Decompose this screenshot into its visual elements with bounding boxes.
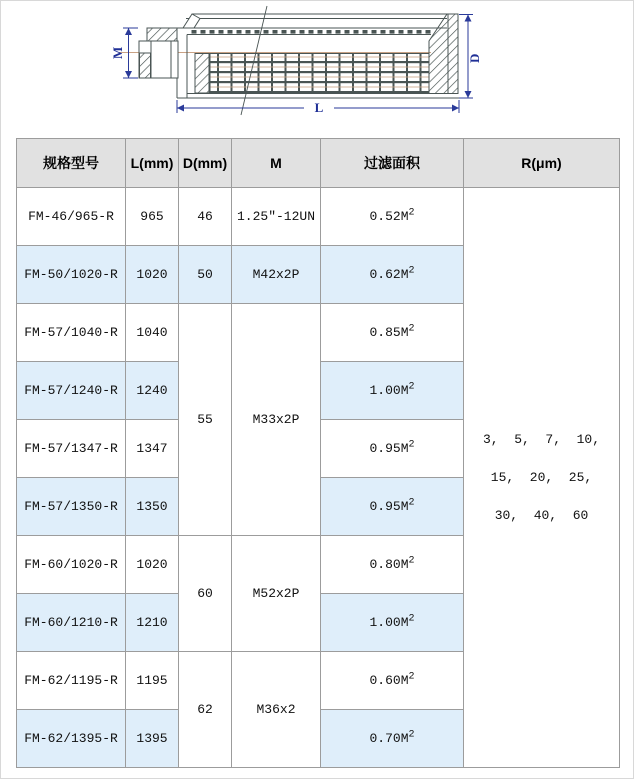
micron-line: 30, 40, 60 [494,507,589,523]
diameter-cell: 55 [179,304,232,536]
model-cell: FM-62/1195-R [17,652,126,710]
diameter-cell: 60 [179,536,232,652]
length-cell: 1020 [126,536,179,594]
length-cell: 1240 [126,362,179,420]
area-superscript: 2 [408,497,415,509]
length-cell: 1210 [126,594,179,652]
area-cell [321,420,464,478]
model-cell: FM-57/1350-R [17,478,126,536]
area-value: 1.00M [369,615,409,630]
model-cell: FM-62/1395-R [17,710,126,768]
area-value: 0.95M [369,499,409,514]
model-cell: FM-60/1020-R [17,536,126,594]
micron-line: 15, 20, 25, [490,469,593,485]
area-cell [321,710,464,768]
header-diameter: D(mm) [179,139,232,188]
area-superscript: 2 [408,729,415,741]
length-cell: 1020 [126,246,179,304]
table-row [17,188,620,246]
model-cell: FM-57/1040-R [17,304,126,362]
area-cell [321,594,464,652]
model-cell: FM-57/1347-R [17,420,126,478]
area-superscript: 2 [408,555,415,567]
area-cell [321,188,464,246]
spec-table [16,138,620,768]
length-cell: 1195 [126,652,179,710]
length-cell: 1395 [126,710,179,768]
area-value: 1.00M [369,383,409,398]
area-cell [321,362,464,420]
area-value: 0.80M [369,557,409,572]
area-value: 0.62M [369,267,409,282]
model-cell: FM-60/1210-R [17,594,126,652]
filter-body [139,6,459,115]
area-superscript: 2 [408,671,415,683]
area-cell [321,536,464,594]
header-length: L(mm) [126,139,179,188]
length-cell: 965 [126,188,179,246]
area-superscript: 2 [408,613,415,625]
area-superscript: 2 [408,381,415,393]
thread-cell: M42x2P [232,246,321,304]
thread-cell: M33x2P [232,304,321,536]
area-value: 0.85M [369,325,409,340]
micron-line: 3, 5, 7, 10, [482,431,601,447]
length-cell: 1040 [126,304,179,362]
area-cell [321,304,464,362]
model-cell: FM-57/1240-R [17,362,126,420]
thread-cell: 1.25"-12UN [232,188,321,246]
diameter-cell: 46 [179,188,232,246]
thread-cell: M36x2 [232,652,321,768]
area-superscript: 2 [408,265,415,277]
area-cell [321,652,464,710]
thread-cell: M52x2P [232,536,321,652]
header-filter-area: 过滤面积 [321,139,464,188]
diameter-cell: 50 [179,246,232,304]
header-row [17,139,620,188]
header-thread: M [232,139,321,188]
area-value: 0.95M [369,441,409,456]
length-cell: 1347 [126,420,179,478]
area-value: 0.52M [369,209,409,224]
dimension-m-label: M [110,46,125,59]
technical-drawing [1,1,634,133]
area-value: 0.60M [369,673,409,688]
filter-element-drawing [1,1,634,133]
area-cell [321,478,464,536]
diameter-cell: 62 [179,652,232,768]
dimension-l-label: L [314,100,324,115]
micron-ratings-cell [464,188,620,768]
header-micron-rating: R(μm) [464,139,620,188]
model-cell: FM-50/1020-R [17,246,126,304]
model-cell: FM-46/965-R [17,188,126,246]
length-cell: 1350 [126,478,179,536]
area-superscript: 2 [408,439,415,451]
area-value: 0.70M [369,731,409,746]
area-cell [321,246,464,304]
area-superscript: 2 [408,207,415,219]
header-model: 规格型号 [17,139,126,188]
area-superscript: 2 [408,323,415,335]
dimension-d-label: D [467,53,482,63]
